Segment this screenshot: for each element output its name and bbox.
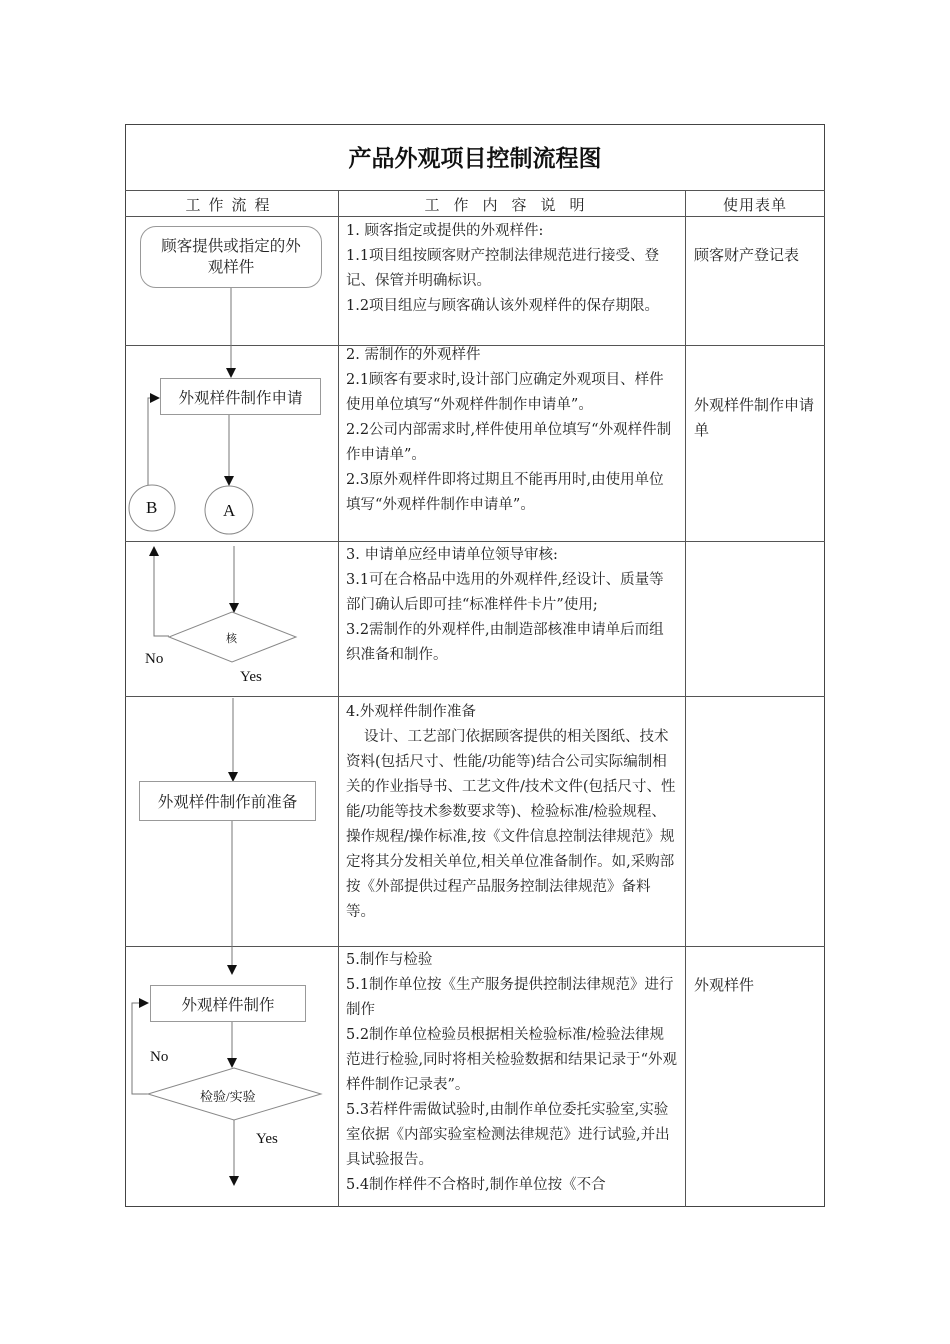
header-forms: 使用表单 <box>722 196 787 214</box>
section-1-line-1: 1. 顾客指定或提供的外观样件: <box>346 223 544 239</box>
connector-a-label: A <box>223 501 236 520</box>
arrow-review-no <box>154 547 169 636</box>
make-no-label: No <box>150 1049 169 1065</box>
section-4-line-2: 设计、工艺部门依据顾客提供的相关图纸、技术资料(包括尺寸、性能/功能等)结合公司实际编制相关的作业指导书、工艺文件/技术文件(包括尺寸、性能/功能等技术参数要求等)、检验标准/检验规程、操作规程/操作标准,按《文件信息控制法律规范》规定将其分发相关单位,相关单位准备制作。如,采购部按《外部提供过程产品服务控制法律规范》备料等。 <box>346 729 676 920</box>
section-2-line-1: 2. 需制作的外观样件 <box>346 347 481 363</box>
section-5-line-1: 5.制作与检验 <box>346 952 433 968</box>
section-5-form: 外观样件 <box>694 976 755 994</box>
flow-start-box: 顾客提供或指定的外观样件 <box>140 226 322 288</box>
section-1-line-2: 1.1项目组按顾客财产控制法律规范进行接受、登记、保管并明确标识。 <box>346 248 660 289</box>
inspect-yes-label: Yes <box>256 1131 278 1147</box>
section-3-line-2: 3.1可在合格品中选用的外观样件,经设计、质量等部门确认后即可挂“标准样件卡片”使用; <box>346 572 664 613</box>
section-5-line-3: 5.2制作单位检验员根据相关检验标准/检验法律规范进行检验,同时将相关检验数据和结果记录于“外观样件制作记录表”。 <box>346 1027 678 1093</box>
document-title: 产品外观项目控制流程图 <box>348 146 602 172</box>
section-5-line-5: 5.4制作样件不合格时,制作单位按《不合 <box>346 1177 606 1193</box>
section-2-form: 外观样件制作申请单 <box>694 396 815 439</box>
section-5-line-4: 5.3若样件需做试验时,由制作单位委托实验室,实验室依据《内部实验室检测法律规范》进行试验,并出具试验报告。 <box>346 1102 670 1168</box>
section-3-line-3: 3.2需制作的外观样件,由制造部核准申请单后而组织准备和制作。 <box>346 622 664 663</box>
section-1-line-3: 1.2项目组应与顾客确认该外观样件的保存期限。 <box>346 298 660 314</box>
section-1-form: 顾客财产登记表 <box>694 246 800 264</box>
flow-make-box: 外观样件制作 <box>150 985 306 1022</box>
header-flow: 工作流程 <box>185 196 278 214</box>
arrow-b-to-apply <box>148 398 159 485</box>
section-2-line-4: 2.3原外观样件即将过期且不能再用时,由使用单位填写“外观样件制作申请单”。 <box>346 472 664 513</box>
inspect-label: 检验/实验 <box>200 1089 256 1104</box>
connector-b-label: B <box>146 498 158 517</box>
flow-prepare-box: 外观样件制作前准备 <box>139 781 316 821</box>
section-2-line-2: 2.1顾客有要求时,设计部门应确定外观项目、样件使用单位填写“外观样件制作申请单”。 <box>346 372 664 413</box>
section-2-line-3: 2.2公司内部需求时,样件使用单位填写“外观样件制作申请单”。 <box>346 422 672 463</box>
section-5-line-2: 5.1制作单位按《生产服务提供控制法律规范》进行制作 <box>346 977 674 1018</box>
arrow-inspect-no <box>132 1003 150 1094</box>
section-4-line-1: 4.外观样件制作准备 <box>346 704 476 720</box>
review-no-label: No <box>145 651 164 667</box>
review-yes-label: Yes <box>240 669 262 685</box>
header-content: 工作内容说明 <box>424 196 599 214</box>
review-label: 核 <box>226 633 237 645</box>
section-3-line-1: 3. 申请单应经申请单位领导审核: <box>346 547 558 563</box>
flow-apply-box: 外观样件制作申请 <box>160 378 321 415</box>
